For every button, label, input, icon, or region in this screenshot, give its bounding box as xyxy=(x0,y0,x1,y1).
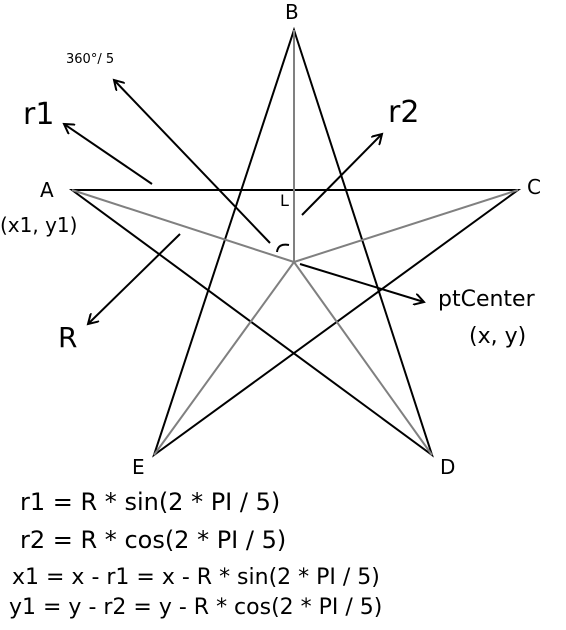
arrows xyxy=(64,80,424,324)
formula-x1: x1 = x - r1 = x - R * sin(2 * PI / 5) xyxy=(12,565,380,590)
radius-to-d xyxy=(294,262,432,455)
right-angle-mark: L xyxy=(280,191,289,210)
radius-to-c xyxy=(294,190,518,262)
arrow-r2 xyxy=(302,134,382,215)
arrow-big-r xyxy=(88,234,180,324)
radius-to-a xyxy=(72,190,294,262)
formula-r2: r2 = R * cos(2 * PI / 5) xyxy=(20,526,287,554)
vertex-label-c: C xyxy=(527,175,541,199)
vertex-label-b: B xyxy=(285,0,299,24)
angle-arc xyxy=(277,245,289,252)
vertex-label-d: D xyxy=(440,455,456,479)
arrow-r1 xyxy=(64,124,152,184)
radius-to-e xyxy=(154,262,294,455)
vertex-label-e: E xyxy=(132,455,145,479)
r1-label: r1 xyxy=(23,97,55,132)
formula-y1: y1 = y - r2 = y - R * cos(2 * PI / 5) xyxy=(9,595,383,620)
big-r-label: R xyxy=(58,321,78,354)
center-coordinates-label: (x, y) xyxy=(469,324,527,349)
arrow-angle xyxy=(114,80,270,243)
a-coordinates-label: (x1, y1) xyxy=(0,213,78,237)
radial-lines xyxy=(72,30,518,455)
formula-r1: r1 = R * sin(2 * PI / 5) xyxy=(20,488,281,516)
r2-label: r2 xyxy=(388,95,420,130)
center-label: ptCenter xyxy=(438,287,535,312)
angle-label: 360°/ 5 xyxy=(66,52,115,67)
vertex-label-a: A xyxy=(40,178,54,202)
